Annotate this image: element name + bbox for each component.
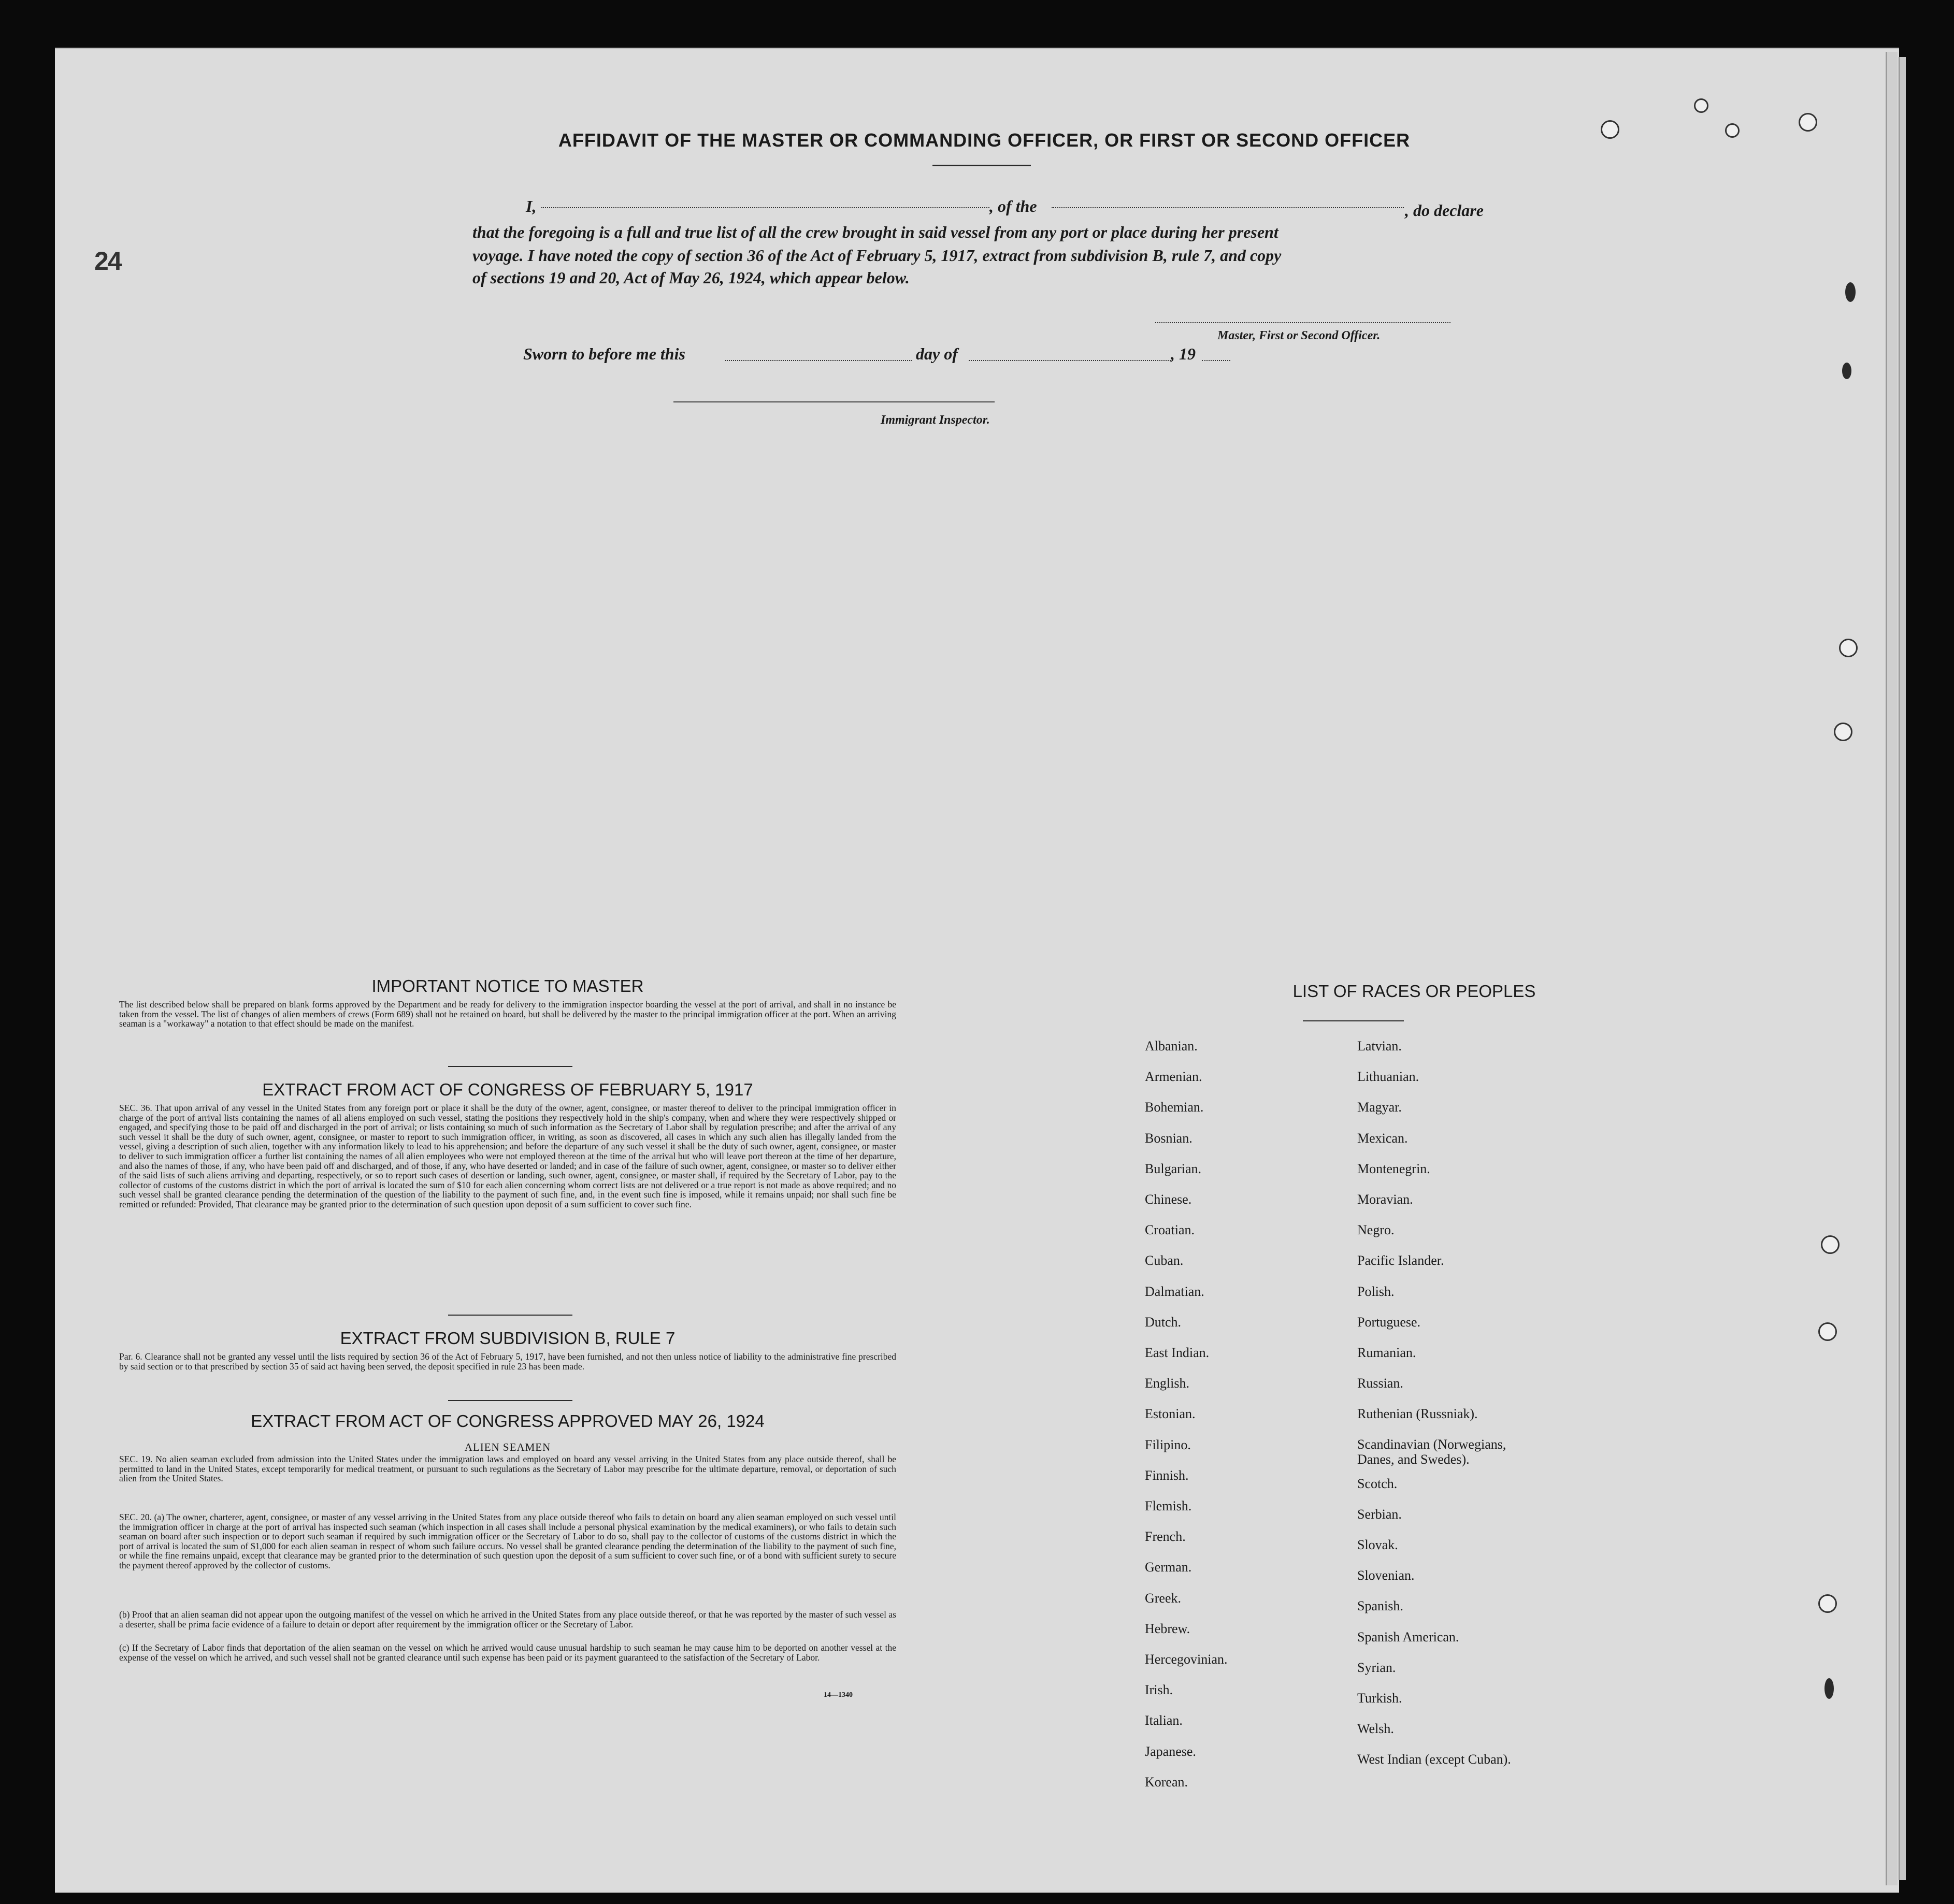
race-item: Pacific Islander. (1357, 1253, 1444, 1268)
punch-hole (1834, 723, 1852, 741)
race-item: Russian. (1357, 1376, 1403, 1391)
ink-mark (1824, 1678, 1834, 1699)
race-item: Serbian. (1357, 1506, 1402, 1522)
race-item: Turkish. (1357, 1691, 1402, 1706)
inspector-label: Immigrant Inspector. (881, 413, 990, 427)
race-item: Flemish. (1145, 1498, 1192, 1514)
race-item: French. (1145, 1529, 1186, 1545)
race-item: Ruthenian (Russniak). (1357, 1406, 1478, 1422)
notice-title: IMPORTANT NOTICE TO MASTER (371, 976, 644, 996)
race-item: West Indian (except Cuban). (1357, 1752, 1511, 1767)
alien-seamen-subtitle: ALIEN SEAMEN (464, 1441, 551, 1453)
race-item: Slovenian. (1357, 1568, 1415, 1583)
sec19-body: SEC. 19. No alien seaman excluded from admission into the United States under the immigration laws and employed on board any vessel arriving in the United States from any place outside thereof, shall be permitted to land in the United States, except temporarily for medical treatment, or pursuant to such regulations as the Secretary of Labor may prescribe for the ultimate departure, removal, or deportation of such alien from the United States. (119, 1454, 896, 1484)
race-item: Estonian. (1145, 1406, 1196, 1422)
race-item: Irish. (1145, 1682, 1173, 1698)
race-item: Dutch. (1145, 1314, 1182, 1330)
race-item: Italian. (1145, 1713, 1183, 1728)
race-item: Chinese. (1145, 1192, 1192, 1207)
master-signature-label: Master, First or Second Officer. (1217, 329, 1381, 342)
races-rule (1303, 1020, 1404, 1021)
races-left-column (1145, 1031, 1362, 1797)
races-title: LIST OF RACES OR PEOPLES (1292, 982, 1536, 1001)
race-item: Slovak. (1357, 1537, 1398, 1553)
notice-rule (448, 1066, 572, 1067)
race-item: Montenegrin. (1357, 1161, 1430, 1176)
extract-1917-title: EXTRACT FROM ACT OF CONGRESS OF FEBRUARY 5, 1917 (262, 1080, 753, 1099)
race-item: Albanian. (1145, 1038, 1198, 1054)
punch-hole (1799, 113, 1817, 132)
extract-1917-rule (448, 1315, 572, 1316)
race-item: East Indian. (1145, 1345, 1210, 1361)
race-item: Finnish. (1145, 1467, 1189, 1483)
race-item: Latvian. (1357, 1038, 1402, 1054)
race-item: Magyar. (1357, 1100, 1402, 1115)
sec20a-body: SEC. 20. (a) The owner, charterer, agent, consignee, or master of any vessel arriving in the United States from any place outside thereof who fails to detain on board any alien seaman employed on such vessel until the immigration officer in charge at the port of arrival has inspected such seaman (which inspection in all cases shall include a personal physical examination by the medical examiners), or who fails to detain such seaman on board after such inspection or to deport such seaman if required by such immigration officer or the Secretary of Labor to do so, shall pay to the collector of customs of the customs district in which the port of arrival is located the sum of $1,000 for each alien seaman in respect of whom such failure occurs. No vessel shall be granted clearance pending the determination of the liability to the payment of such fine, or while the fine remains unpaid, except that clearance may be granted prior to the determination of such question upon the deposit of a sum sufficient to cover such fine, or of a bond with sufficient surety to secure the payment thereof approved by the collector of customs. (119, 1512, 896, 1570)
affidavit-line1-i: I, (526, 197, 537, 215)
sworn-year-blank (1202, 360, 1230, 361)
race-item: Armenian. (1145, 1069, 1202, 1085)
rule7-body: Par. 6. Clearance shall not be granted any vessel until the lists required by section 36 of the Act of February 5, 1917, have been furnished, and not then unless notice of liability to the administrative fine prescribed by said section or to that prescribed by section 35 of said act having been served, the deposit specified in rule 23 has been made. (119, 1351, 896, 1372)
race-item: Scandinavian (Norwegians, Danes, and Swedes). (1357, 1436, 1506, 1467)
sec20b-body: (b) Proof that an alien seaman did not appear upon the outgoing manifest of the vessel on which he arrived in the United States from any place outside thereof, or that he was reported by the master of such vessel as a deserter, shall be prima facie evidence of a failure to detain or deport after requirement by the immigration officer or the Secretary of Labor. (119, 1609, 896, 1629)
affidavit-line2: that the foregoing is a full and true list of all the crew brought in said vessel from any port or place during her present (472, 223, 1278, 241)
inspector-signature-line (673, 401, 995, 402)
race-item: Filipino. (1145, 1437, 1191, 1452)
race-item: Rumanian. (1357, 1345, 1416, 1361)
ink-mark (1842, 363, 1851, 379)
extract-1917-body: SEC. 36. That upon arrival of any vessel in the United States from any foreign port or place it shall be the duty of the owner, agent, consignee, or master thereof to deliver to the principal immigration officer in charge of the port of arrival lists containing the names of all aliens employed on such vessel, stating the positions they respectively hold in the ship's company, when and where they were respectively shipped or engaged, and specifying those to be paid off and discharged in the port of arrival; or lists containing so much of such information as the Secretary of Labor shall by regulation prescribe; and after the arrival of any such vessel it shall be the duty of such owner, agent, consignee, or master to report to such immigration officer, in writing, as soon as discovered, all cases in which any such alien has illegally landed from the vessel, giving a description of such alien, together with any information likely to lead to his apprehension; and before the departure of any such vessel it shall be the duty of such owner, agent, consignee, or master to deliver to such immigration officer a further list containing the names of all alien employees who were not employed thereon at the time of the arrival but who will leave port thereon at the time of her departure, and also the names of those, if any, who have been paid off and discharged, and of those, if any, who have deserted or landed; and in case of the failure of such owner, agent, consignee, or master so to deliver either of the said lists of such aliens arriving and departing, respectively, or so to report such cases of desertion or landing, such owner, agent, consignee, or master shall, if required by the Secretary of Labor, pay to the collector of customs of the customs district in which the port of arrival is located the sum of $10 for each alien concerning whom correct lists are not delivered or a true report is not made as above required; and no such vessel shall be granted clearance pending the determination of the question of the liability to the payment of such fine, and, in the event such fine is imposed, while it remains unpaid; nor shall such fine be remitted or refunded: Provided, That clearance may be granted prior to the determination of such question upon deposit of a sum sufficient to cover such fine. (119, 1103, 896, 1209)
sec20c-body: (c) If the Secretary of Labor finds that deportation of the alien seaman on the vessel on which he arrived would cause unusual hardship to such seaman he may cause him to be deported on another vessel at the expense of the vessel on which he arrived, and such vessel shall not be granted clearance until such expense has been paid or its payment guaranteed to the satisfaction of the Secretary of Labor. (119, 1642, 896, 1663)
affidavit-line1-of: , of the (989, 197, 1037, 215)
punch-hole (1818, 1594, 1837, 1613)
form-number: 14—1340 (824, 1691, 853, 1699)
race-item: Bohemian. (1145, 1100, 1204, 1115)
race-item: Welsh. (1357, 1721, 1394, 1737)
notice-body: The list described below shall be prepared on blank forms approved by the Department and be ready for delivery to the immigration inspector boarding the vessel at the port of arrival, and shall in no instance be taken from the vessel. The list of changes of alien members of crews (Form 689) shall not be retained on board, but shall be delivered by the master to the principal immigration officer at the port. When an arriving seaman is a "workaway" a notation to that effect should be made on the manifest. (119, 999, 896, 1029)
race-item: Negro. (1357, 1222, 1395, 1238)
sworn-day-label: day of (916, 344, 958, 363)
race-item: Korean. (1145, 1774, 1188, 1790)
punch-hole (1818, 1322, 1837, 1341)
race-item: Hebrew. (1145, 1621, 1190, 1636)
race-item: Spanish American. (1357, 1629, 1459, 1645)
affidavit-line1-declare: , do declare (1405, 201, 1484, 220)
race-item: Greek. (1145, 1590, 1182, 1606)
sworn-year-label: , 19 (1171, 344, 1196, 363)
race-item: Cuban. (1145, 1253, 1184, 1268)
name-blank (541, 207, 989, 208)
race-item: German. (1145, 1560, 1192, 1575)
punch-hole (1725, 123, 1740, 138)
punch-hole (1821, 1235, 1840, 1254)
punch-hole (1694, 98, 1708, 113)
affidavit-line3: voyage. I have noted the copy of section 36 of the Act of February 5, 1917, extract from subdivision B, rule 7, and copy (472, 246, 1282, 265)
affidavit-title: AFFIDAVIT OF THE MASTER OR COMMANDING OFFICER, OR FIRST OR SECOND OFFICER (558, 129, 1411, 151)
race-item: Lithuanian. (1357, 1069, 1419, 1085)
race-item: Polish. (1357, 1283, 1395, 1299)
sworn-prefix: Sworn to before me this (523, 344, 685, 363)
race-item: Bulgarian. (1145, 1161, 1202, 1176)
races-right-column (1357, 1031, 1627, 1775)
rule7-title: EXTRACT FROM SUBDIVISION B, RULE 7 (340, 1329, 676, 1348)
race-item: Syrian. (1357, 1660, 1396, 1675)
title-rule (932, 165, 1031, 166)
underlying-page-edge (1886, 52, 1898, 1885)
rule7-rule (448, 1400, 572, 1401)
race-item: Japanese. (1145, 1743, 1196, 1759)
race-item: Bosnian. (1145, 1130, 1192, 1146)
vessel-blank (1052, 207, 1404, 208)
race-item: Spanish. (1357, 1598, 1403, 1614)
master-signature-line (1155, 322, 1450, 323)
affidavit-line4: of sections 19 and 20, Act of May 26, 1924, which appear below. (472, 268, 910, 287)
stamp-mark: 24 (94, 247, 121, 276)
race-item: Croatian. (1145, 1222, 1195, 1238)
race-item: Mexican. (1357, 1130, 1408, 1146)
race-item: Portuguese. (1357, 1314, 1421, 1330)
race-item: Scotch. (1357, 1476, 1398, 1491)
sworn-day-blank (725, 360, 912, 361)
race-item: Dalmatian. (1145, 1283, 1204, 1299)
punch-hole (1839, 639, 1858, 657)
race-item: English. (1145, 1376, 1189, 1391)
ink-mark (1845, 282, 1856, 302)
sworn-month-blank (969, 360, 1171, 361)
race-item: Moravian. (1357, 1192, 1413, 1207)
race-item: Hercegovinian. (1145, 1652, 1228, 1667)
extract-1924-title: EXTRACT FROM ACT OF CONGRESS APPROVED MAY 26, 1924 (251, 1411, 765, 1431)
punch-hole (1601, 120, 1619, 139)
underlying-page-edge-2 (1899, 57, 1906, 1880)
